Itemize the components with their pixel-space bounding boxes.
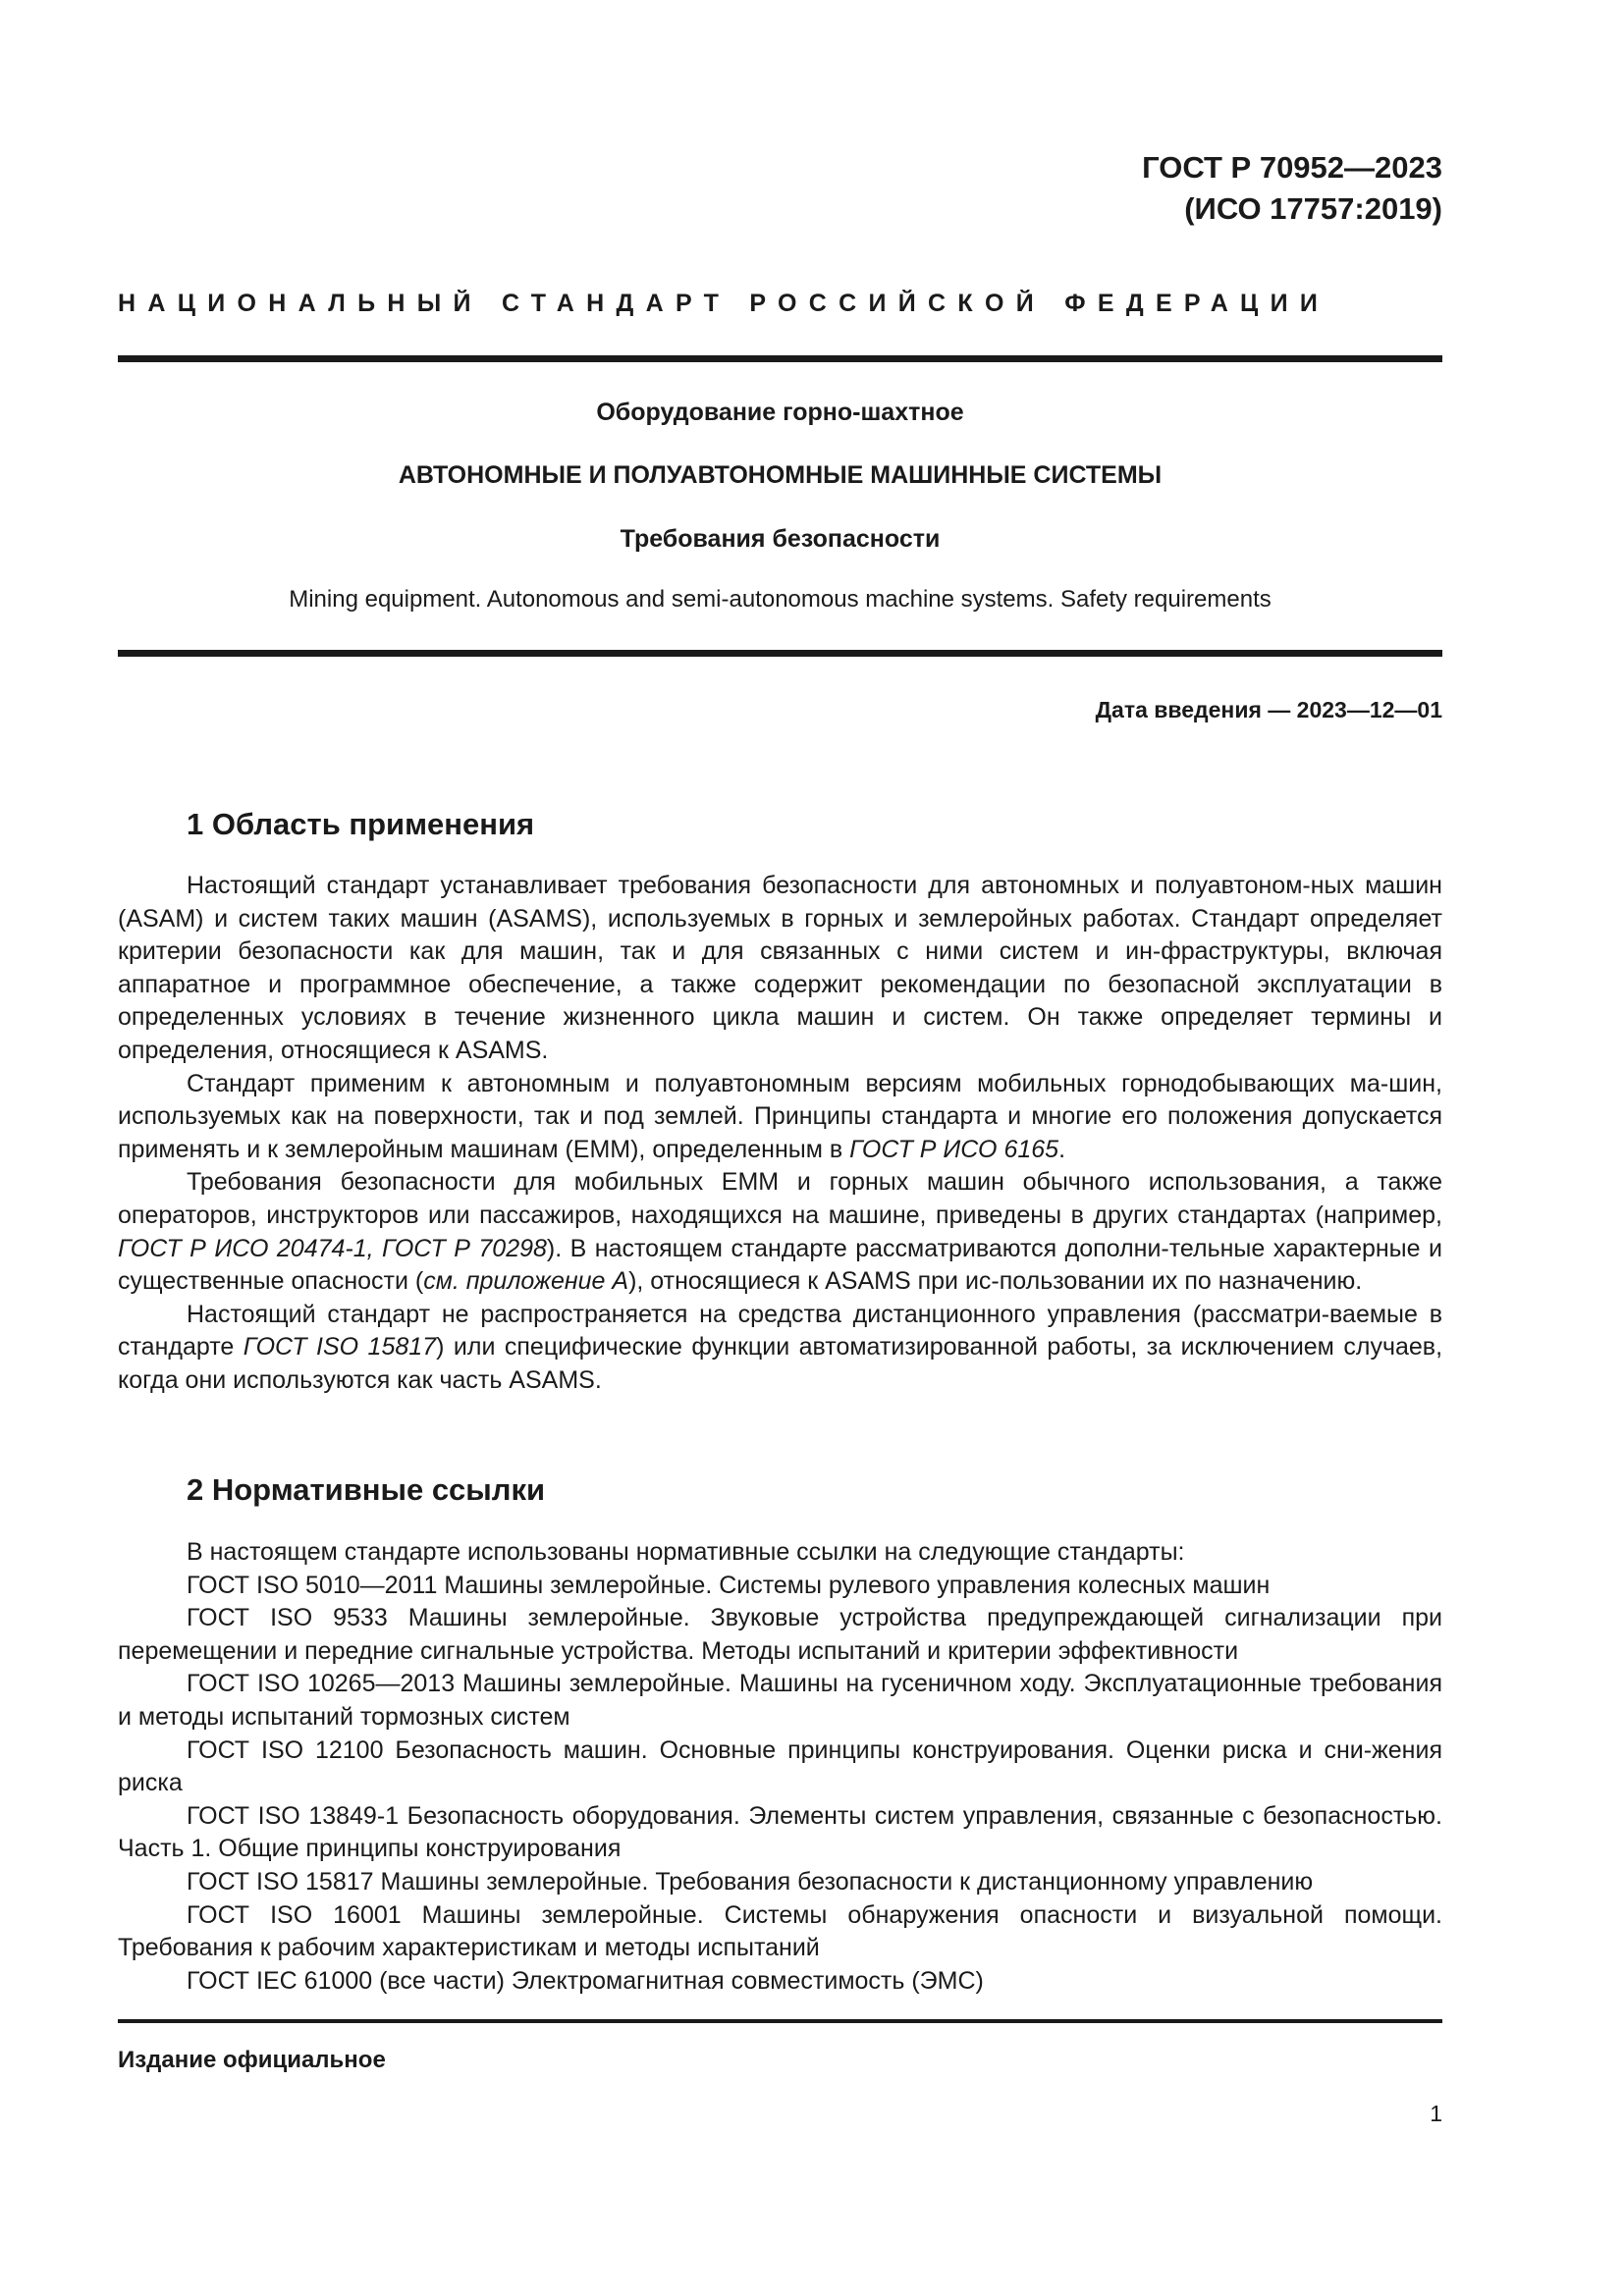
paragraph: Настоящий стандарт не распространяется на средства дистанционного управления (рассматри-ваемые в стандарте ГОСТ ISO 15817) или специфические функции автоматизированной работы, за исключением случаев, когда они используются как часть ASAMS. — [118, 1300, 1443, 1394]
title-divider — [118, 650, 1442, 657]
paragraph: Требования безопасности для мобильных ЕММ и горных машин обычного использования, а также операторов, инструкторов или пассажиров, находящихся на машине, приведены в других стандартах (например, ГОСТ Р ИСО 20474-1, ГОСТ Р 70298). В настоящем стандарте рассматриваются дополни-тельные характерные и существенные опасности (см. приложение А), относящиеся к ASAMS при ис-пользовании их по назначению. — [118, 1168, 1442, 1296]
document-subtitle: Требования безопасности — [620, 525, 941, 553]
reference-item: ГОСТ ISO 12100 Безопасность машин. Основные принципы конструирования. Оценки риска и сни-жения риска — [118, 1735, 1442, 1797]
annex-reference: см. приложение А — [423, 1267, 629, 1296]
section-2-body — [118, 1536, 1442, 1998]
equipment-category: Оборудование горно-шахтное — [596, 399, 964, 426]
standard-code: ГОСТ Р 70952—2023 — [1142, 150, 1442, 185]
paragraph: Стандарт применим к автономным и полуавтономным версиям мобильных горнодобывающих ма-шин, используемых как на поверхности, так и под землей. Принципы стандарта и многие его положения допускается применять и к землеройным машинам (ЕММ), определенным в ГОСТ Р ИСО 6165. — [118, 1069, 1442, 1163]
iso-code: (ИСО 17757:2019) — [1184, 191, 1442, 226]
page-number: 1 — [1430, 2101, 1442, 2126]
footer-divider — [118, 2019, 1442, 2023]
section-1-body — [118, 870, 1442, 1398]
reference-item: ГОСТ ISO 13849-1 Безопасность оборудования. Элементы систем управления, связанные с безопасностью. Часть 1. Общие принципы конструирования — [118, 1801, 1442, 1863]
top-divider — [118, 355, 1442, 362]
standard-reference: ГОСТ ISO 15817 — [243, 1333, 437, 1362]
document-title: АВТОНОМНЫЕ И ПОЛУАВТОНОМНЫЕ МАШИННЫЕ СИСТЕМЫ — [398, 461, 1163, 489]
official-edition-label: Издание официальное — [118, 2047, 386, 2073]
reference-item: ГОСТ ISO 5010—2011 Машины землеройные. Системы рулевого управления колесных машин — [187, 1571, 1271, 1599]
paragraph: В настоящем стандарте использованы нормативные ссылки на следующие стандарты: — [187, 1538, 1185, 1566]
standard-code-block — [1142, 147, 1442, 230]
english-title: Mining equipment. Autonomous and semi-autonomous machine systems. Safety requirements — [289, 586, 1272, 613]
reference-item: ГОСТ ISO 10265—2013 Машины землеройные. Машины на гусеничном ходу. Эксплуатационные требования и методы испытаний тормозных систем — [118, 1670, 1442, 1731]
section-2-heading: 2 Нормативные ссылки — [187, 1472, 546, 1507]
section-1-heading: 1 Область применения — [187, 807, 535, 841]
reference-item: ГОСТ IEC 61000 (все части) Электромагнитная совместимость (ЭМС) — [187, 1966, 984, 1995]
reference-item: ГОСТ ISO 15817 Машины землеройные. Требования безопасности к дистанционному управлению — [187, 1867, 1314, 1896]
introduction-date: Дата введения — 2023—12—01 — [1095, 697, 1442, 722]
standard-reference: ГОСТ Р ИСО 20474-1, ГОСТ Р 70298 — [118, 1234, 547, 1262]
standard-reference: ГОСТ Р ИСО 6165 — [849, 1135, 1059, 1163]
reference-item: ГОСТ ISO 9533 Машины землеройные. Звуковые устройства предупреждающей сигнализации при перемещении и передние сигнальные устройства. Методы испытаний и критерии эффективности — [118, 1604, 1442, 1665]
national-standard-title: НАЦИОНАЛЬНЫЙ СТАНДАРТ РОССИЙСКОЙ ФЕДЕРАЦИИ — [118, 290, 1330, 317]
paragraph: Настоящий стандарт устанавливает требования безопасности для автономных и полуавтоном-ных машин (ASAM) и систем таких машин (ASAMS), используемых в горных и землеройных работах. Стандарт определяет критерии безопасности как для машин, так и для связанных с ними систем и ин-фраструктуры, включая аппаратное и программное обеспечение, а также содержит рекомендации по безопасной эксплуатации в определенных условиях в течение жизненного цикла машин и систем. Он также определяет термины и определения, относящиеся к ASAMS. — [118, 872, 1442, 1064]
reference-item: ГОСТ ISO 16001 Машины землеройные. Системы обнаружения опасности и визуальной помощи. Требования к рабочим характеристикам и методы испытаний — [118, 1900, 1442, 1962]
